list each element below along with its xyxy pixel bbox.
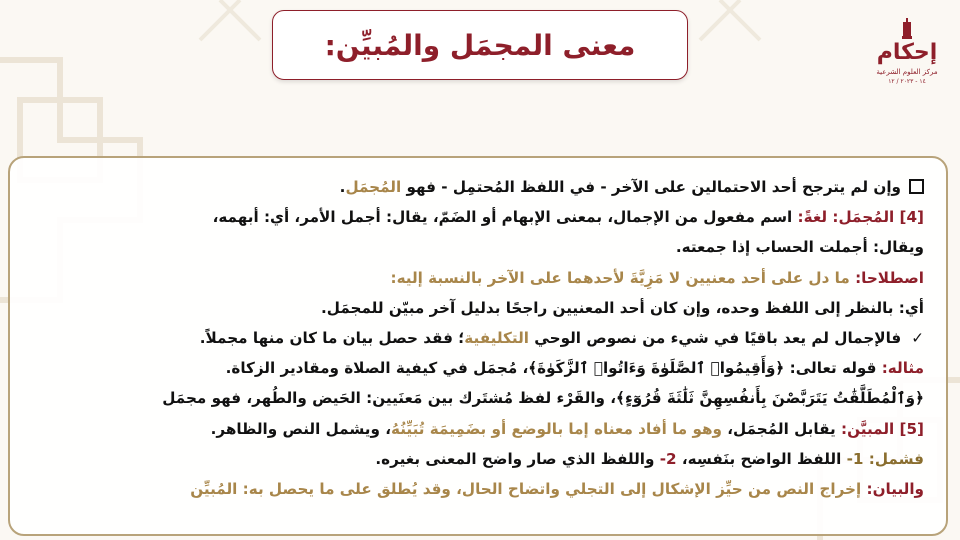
logo-subline: ١٤ - ٢٠٢٣ / ١٢ xyxy=(888,78,926,85)
logo xyxy=(864,18,950,98)
logo-word: إحكام xyxy=(876,40,938,65)
checkbox-icon xyxy=(909,179,924,194)
content-line-10: فشمل: 1- اللفظ الواضح بنَفسِه، 2- واللفظ الذي صار واضح المعنى بغيره. xyxy=(375,449,924,468)
content-line-3: ويقال: أجملت الحساب إذا جمعته. xyxy=(675,238,924,257)
content-line-6: ✓فالإجمال لم يعد باقيًا في شيء من نصوص الوحي التكليفية؛ فقد حصل بيان ما كان منها مجملاً. xyxy=(199,328,924,347)
page-title: معنى المجمَل والمُبيِّن: xyxy=(324,28,636,62)
content-line-1: وإن لم يترجح أحد الاحتمالين على الآخر - في اللفظ المُحتمِل - فهو المُجمَل. xyxy=(36,172,924,202)
checkmark-icon: ✓ xyxy=(911,328,924,347)
title-box xyxy=(272,10,688,80)
content-line-11: والبيان: إخراج النص من حيِّز الإشكال إلى التجلي واتضاح الحال، وقد يُطلق على ما يحصل به: المُبيِّن xyxy=(190,479,924,498)
content-line-2: [4] المُجمَل: لغةً: اسم مفعول من الإجمال، بمعنى الإبهام أو الضَمّ، يقال: أجمل الأمر، أي: أبهمه، xyxy=(212,208,924,227)
content-line-4: اصطلاحا: ما دل على أحد معنيين لا مَزِيَّةَ لأحدهما على الآخر بالنسبة إليه: xyxy=(390,268,924,287)
content-line-5: أي: بالنظر إلى اللفظ وحده، وإن كان أحد المعنيين راجحًا بدليل آخر مبيّن للمجمَل. xyxy=(321,298,924,317)
content-line-9: [5] المبيَّن: يقابل المُجمَل، وهو ما أفاد معناه إما بالوضع أو بضَمِيمَة تُبَيِّنُهُ، ويشمل النص والظاهر. xyxy=(210,419,924,438)
lantern-icon xyxy=(900,18,914,40)
content-box xyxy=(8,156,948,536)
content-line-8: ﴿وَٱلْمُطَلَّقَٰتُ يَتَرَبَّصْنَ بِأَنفُسِهِنَّ ثَلَٰثَةَ قُرُوٓءٍ﴾، والقَرْء لفظ مُشتَرك بين مَعنَيين: الحَيض والطُهر، فهو مجمَل xyxy=(162,389,924,408)
logo-subtitle: مركز العلوم الشرعية xyxy=(876,68,938,76)
content-line-7: مثاله: قوله تعالى: ﴿وَأَقِيمُوا۟ ٱلصَّلَوٰةَ وَءَاتُوا۟ ٱلزَّكَوٰةَ﴾، مُجمَل في كيفية الصلاة ومقادير الزكاة. xyxy=(225,359,924,378)
